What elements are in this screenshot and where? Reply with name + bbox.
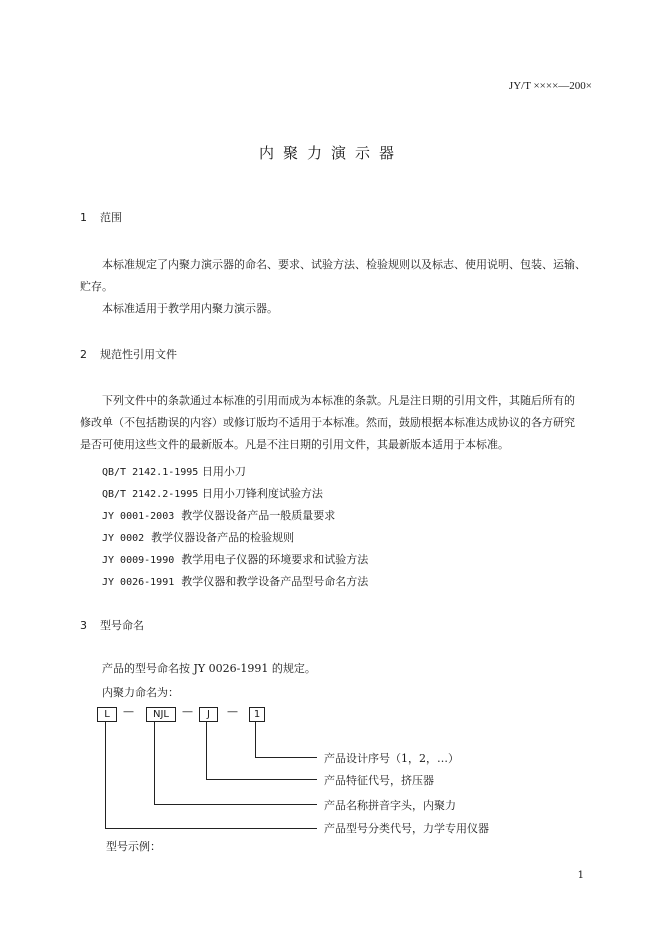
section-title: 规范性引用文件 — [100, 348, 177, 361]
reference-item — [102, 507, 335, 523]
paragraph: 内聚力命名为： — [102, 686, 179, 699]
section-number: 1 — [80, 211, 87, 224]
connector-line — [105, 722, 106, 828]
separator-dash: — — [182, 705, 193, 718]
label-serial-number: 产品设计序号（1，2，…） — [324, 752, 459, 765]
model-box-name: NJL — [146, 707, 176, 722]
separator-dash: — — [123, 705, 134, 718]
reference-title: 日用小刀 — [201, 465, 246, 478]
reference-code: QB/T 2142.1-1995 — [102, 467, 199, 478]
reference-title: 教学仪器设备产品的检验规则 — [151, 531, 295, 544]
reference-item — [102, 485, 323, 501]
reference-title: 日用小刀锋利度试验方法 — [201, 487, 323, 500]
section-title: 范围 — [100, 211, 122, 224]
connector-line — [105, 828, 317, 829]
section-2-heading — [80, 346, 177, 362]
connector-line — [154, 722, 155, 804]
reference-item — [102, 529, 294, 545]
reference-title: 教学用电子仪器的环境要求和试验方法 — [181, 553, 369, 566]
label-name-initials: 产品名称拼音字头，内聚力 — [324, 799, 456, 812]
connector-line — [206, 779, 317, 780]
reference-code: QB/T 2142.2-1995 — [102, 489, 199, 500]
reference-item — [102, 551, 368, 567]
connector-line — [255, 757, 317, 758]
section-1-heading — [80, 209, 122, 225]
page-number: 1 — [577, 870, 584, 881]
reference-code: JY 0002 — [102, 533, 145, 544]
reference-code: JY 0009-1990 — [102, 555, 175, 566]
connector-line — [154, 804, 317, 805]
document-title: 内聚力演示器 — [258, 144, 403, 162]
reference-code: JY 0026-1991 — [102, 577, 175, 588]
reference-item — [102, 573, 368, 589]
paragraph: 本标准规定了内聚力演示器的命名、要求、试验方法、检验规则以及标志、使用说明、包装、运输、 — [102, 258, 586, 271]
paragraph: 产品的型号命名按 JY 0026-1991 的规定。 — [102, 662, 316, 675]
reference-title: 教学仪器设备产品一般质量要求 — [181, 509, 336, 522]
section-title: 型号命名 — [100, 619, 144, 632]
model-box-serial: 1 — [249, 707, 265, 722]
label-category-code: 产品型号分类代号，力学专用仪器 — [324, 822, 489, 835]
label-feature-code: 产品特征代号，挤压器 — [324, 774, 434, 787]
section-number: 3 — [80, 619, 87, 632]
paragraph: 下列文件中的条款通过本标准的引用而成为本标准的条款。凡是注日期的引用文件，其随后所有的 — [102, 394, 575, 407]
reference-code: JY 0001-2003 — [102, 511, 175, 522]
paragraph: 本标准适用于教学用内聚力演示器。 — [102, 302, 278, 315]
connector-line — [255, 722, 256, 757]
reference-item — [102, 463, 246, 479]
standard-code: JY/T ××××—200× — [508, 80, 592, 92]
reference-title: 教学仪器和教学设备产品型号命名方法 — [181, 575, 369, 588]
section-3-heading — [80, 617, 144, 633]
paragraph: 贮存。 — [80, 280, 113, 293]
paragraph: 修改单（不包括勘误的内容）或修订版均不适用于本标准。然而，鼓励根据本标准达成协议的各方研究 — [80, 416, 575, 429]
section-number: 2 — [80, 348, 87, 361]
separator-dash: — — [227, 705, 238, 718]
model-box-feature: J — [199, 707, 218, 722]
connector-line — [206, 722, 207, 779]
model-box-category: L — [97, 707, 117, 722]
example-label: 型号示例： — [106, 840, 161, 853]
paragraph: 是否可使用这些文件的最新版本。凡是不注日期的引用文件，其最新版本适用于本标准。 — [80, 438, 509, 451]
